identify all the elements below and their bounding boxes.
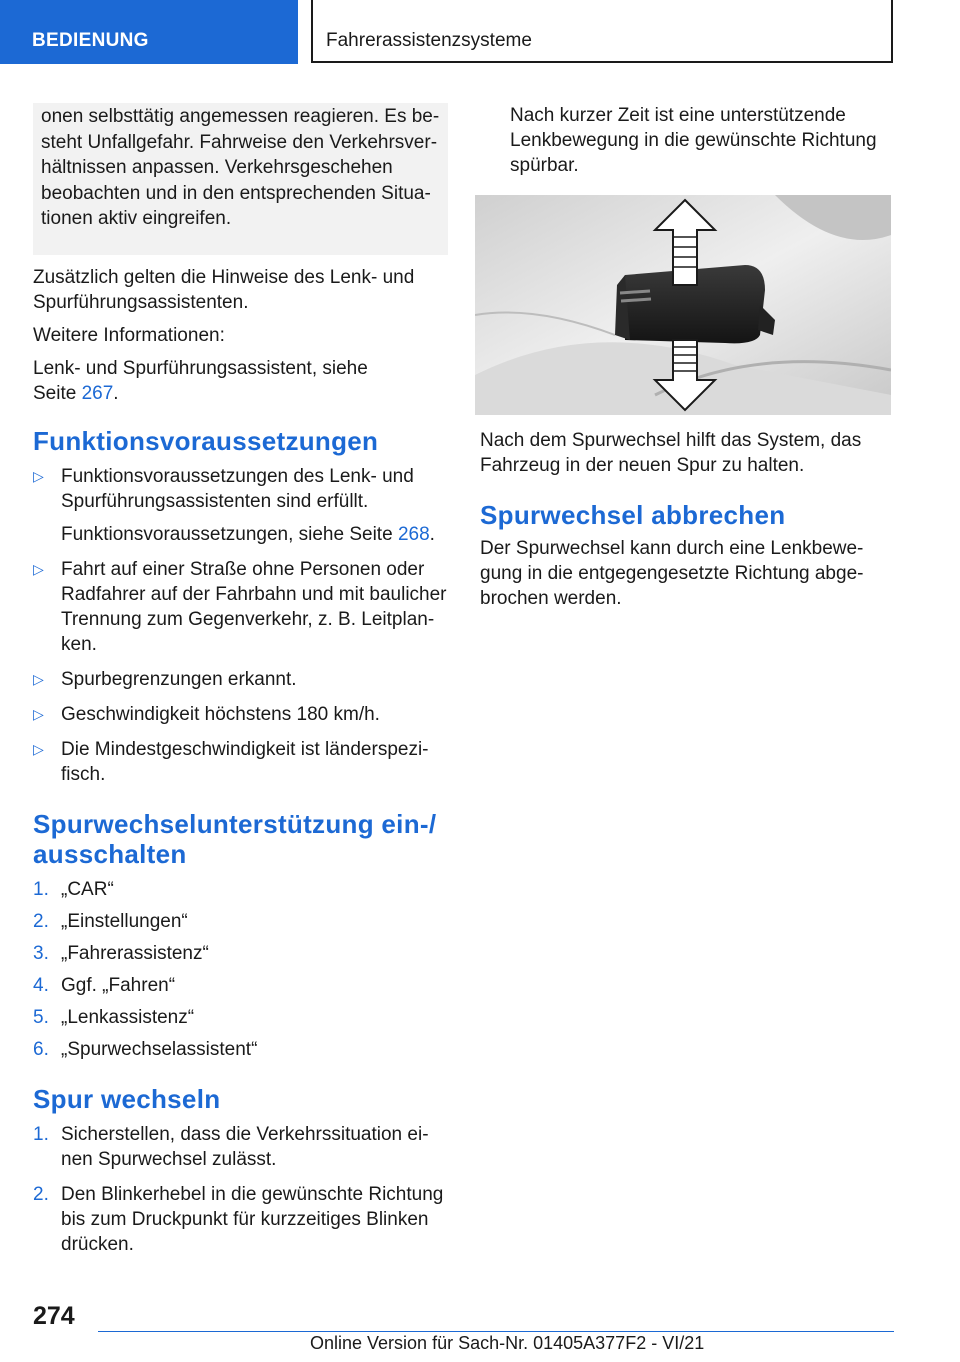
list-item — [33, 973, 448, 998]
text: fisch. — [61, 763, 106, 785]
page-link[interactable]: 268 — [397, 523, 430, 545]
list-item — [33, 557, 448, 657]
list-item — [33, 877, 448, 902]
text: Sicherstellen, dass die Verkehrssituation ei- — [61, 1123, 429, 1145]
text: „Lenkassistenz“ — [61, 1006, 195, 1028]
chapter-title: Fahrerassistenzsysteme — [326, 30, 532, 51]
triangle-bullet-icon: ▷ — [33, 670, 44, 687]
list-item — [33, 1182, 448, 1257]
turn-signal-lever-illustration — [475, 195, 891, 415]
heading-spurwechselunterstuetzung — [33, 809, 448, 869]
text: spürbar. — [510, 155, 579, 176]
text: „Spurwechselassistent“ — [61, 1038, 258, 1060]
text: Trennung zum Gegenverkehr, z. B. Leitplan- — [61, 608, 435, 630]
step-number: 4. — [33, 974, 49, 996]
list-item — [33, 667, 448, 692]
text: Den Blinkerhebel in die gewünschte Richtung — [61, 1183, 444, 1205]
footer-divider — [98, 1331, 894, 1332]
left-column — [33, 103, 448, 1257]
note-line: steht Unfallgefahr. Fahrweise den Verkehrsver- — [41, 131, 438, 153]
right-column — [480, 428, 890, 611]
text: Nach dem Spurwechsel hilft das System, das — [480, 430, 862, 451]
text: „Einstellungen“ — [61, 910, 188, 932]
text: „Fahrerassistenz“ — [61, 942, 209, 964]
text: gung in die entgegengesetzte Richtung abge- — [480, 563, 864, 584]
triangle-bullet-icon: ▷ — [33, 740, 44, 757]
list-item — [33, 702, 448, 727]
note-line: beobachten und in den entsprechenden Situa- — [41, 182, 431, 204]
step-number: 2. — [33, 1183, 49, 1205]
triangle-bullet-icon: ▷ — [33, 705, 44, 722]
text: Funktionsvoraussetzungen, siehe Seite — [61, 523, 398, 545]
warning-note — [33, 103, 448, 255]
step-number: 1. — [33, 1123, 49, 1145]
paragraph: Lenk- und Spurführungsassistent, siehe — [33, 357, 368, 379]
note-line: hältnissen anpassen. Verkehrsgeschehen — [41, 157, 393, 178]
chapter-header — [311, 0, 893, 63]
list-item — [33, 464, 448, 547]
list-item — [33, 909, 448, 934]
footer-version: Online Version für Sach-Nr. 01405A377F2 - VI/21 — [310, 1333, 705, 1353]
step-number: 2. — [33, 910, 49, 932]
text: Nach kurzer Zeit ist eine unterstützende — [510, 105, 846, 126]
text: . — [113, 382, 119, 404]
text: Radfahrer auf der Fahrbahn und mit baulicher — [61, 583, 447, 605]
text: „CAR“ — [61, 878, 114, 900]
text: Geschwindigkeit höchstens 180 km/h. — [61, 703, 380, 725]
triangle-bullet-icon: ▷ — [33, 560, 44, 577]
right-intro — [510, 103, 890, 178]
text: . — [429, 523, 435, 545]
list-item — [33, 941, 448, 966]
step-number: 1. — [33, 878, 49, 900]
heading-spurwechsel-abbrechen: Spurwechsel abbrechen — [480, 500, 786, 530]
page-link[interactable]: 267 — [81, 382, 114, 404]
section-title: BEDIENUNG — [32, 30, 149, 51]
text: brochen werden. — [480, 588, 622, 609]
text: Fahrt auf einer Straße ohne Personen oder — [61, 558, 425, 580]
heading-line: Spurwechselunterstützung ein-/ — [33, 808, 437, 839]
text: Ggf. „Fahren“ — [61, 974, 176, 996]
heading-spur-wechseln: Spur wechseln — [33, 1083, 221, 1114]
text: Spurbegrenzungen erkannt. — [61, 668, 297, 690]
lever-graphic — [475, 195, 891, 415]
step-number: 5. — [33, 1006, 49, 1028]
text: Spurführungsassistenten sind erfüllt. — [61, 490, 369, 512]
text: Die Mindestgeschwindigkeit ist länderspezi- — [61, 738, 429, 760]
text: Fahrzeug in der neuen Spur zu halten. — [480, 455, 805, 476]
list-item — [33, 1005, 448, 1030]
section-tab — [0, 0, 298, 64]
text: drücken. — [61, 1233, 134, 1255]
paragraph: Spurführungsassistenten. — [33, 291, 249, 313]
list-item — [33, 1037, 448, 1062]
paragraph: Zusätzlich gelten die Hinweise des Lenk- und — [33, 266, 415, 288]
list-item — [33, 737, 448, 787]
text: ken. — [61, 633, 97, 655]
list-item — [33, 1122, 448, 1172]
text: bis zum Druckpunkt für kurzzeitiges Blinken — [61, 1208, 429, 1230]
note-line: tionen aktiv eingreifen. — [41, 208, 232, 229]
text: nen Spurwechsel zulässt. — [61, 1148, 277, 1170]
heading-funktionsvoraussetzungen: Funktionsvoraussetzungen — [33, 425, 379, 456]
text: Funktionsvoraussetzungen des Lenk- und — [61, 465, 414, 487]
triangle-bullet-icon: ▷ — [33, 467, 44, 484]
text — [61, 522, 448, 547]
paragraph — [33, 381, 448, 406]
text: Der Spurwechsel kann durch eine Lenkbewe- — [480, 538, 864, 559]
step-number: 6. — [33, 1038, 49, 1060]
text: Lenkbewegung in die gewünschte Richtung — [510, 130, 877, 151]
paragraph: Weitere Informationen: — [33, 324, 225, 346]
step-number: 3. — [33, 942, 49, 964]
heading-line: ausschalten — [33, 838, 187, 869]
page-number: 274 — [33, 1302, 75, 1330]
note-line: onen selbsttätig angemessen reagieren. Es be- — [41, 106, 440, 127]
text: Seite — [33, 382, 82, 404]
